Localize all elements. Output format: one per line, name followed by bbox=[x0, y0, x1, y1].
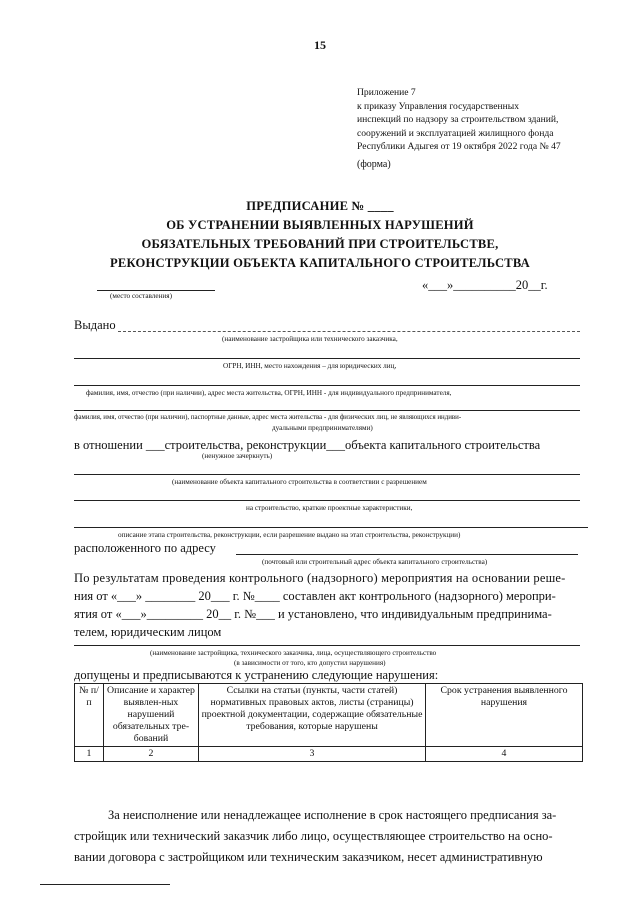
title-line: ПРЕДПИСАНИЕ № ____ bbox=[246, 199, 394, 213]
paragraph-line: вании договора с застройщиком или техническим заказчиком, несет административную bbox=[74, 850, 543, 864]
issued-field-3[interactable] bbox=[74, 385, 580, 386]
place-caption: (место составления) bbox=[110, 292, 172, 300]
issued-field-2[interactable] bbox=[74, 358, 580, 359]
title-line: ОБ УСТРАНЕНИИ ВЫЯВЛЕННЫХ НАРУШЕНИЙ bbox=[166, 218, 474, 232]
object-caption-2: на строительство, краткие проектные характеристики, bbox=[246, 504, 413, 512]
violator-field[interactable] bbox=[74, 645, 580, 646]
page-number: 15 bbox=[314, 38, 326, 52]
form-label: (форма) bbox=[357, 159, 391, 170]
results-line: телем, юридическим лицом bbox=[74, 625, 222, 639]
appendix-line: сооружений и эксплуатацией жилищного фонда bbox=[357, 127, 554, 139]
header-cell: Ссылки на статьи (пункты, части статей) нормативных правовых актов, листы (страницы) проектной документации, содержащие обязательные требования, которые нарушены bbox=[199, 684, 426, 747]
paragraph-line: За неисполнение или ненадлежащее исполнение в срок настоящего предписания за- bbox=[108, 808, 557, 822]
document-title bbox=[0, 197, 640, 273]
table-row bbox=[75, 747, 583, 762]
violator-caption-2: (в зависимости от того, кто допустил нарушения) bbox=[234, 659, 386, 667]
appendix-line: инспекций по надзору за строительством зданий, bbox=[357, 114, 559, 126]
issued-caption-2: ОГРН, ИНН, место нахождения – для юридических лиц, bbox=[223, 362, 397, 370]
appendix-line: Приложение 7 bbox=[357, 87, 416, 98]
object-field-3[interactable] bbox=[74, 527, 588, 528]
appendix-line: к приказу Управления государственных bbox=[357, 100, 520, 112]
address-caption: (почтовый или строительный адрес объекта капитального строительства) bbox=[262, 558, 488, 566]
number-cell: 3 bbox=[199, 747, 426, 762]
results-line: ятия от «___»_________ 20__ г. №___ и установлено, что индивидуальным предпринима- bbox=[74, 607, 552, 621]
issued-caption-3: фамилия, имя, отчество (при наличии), адрес места жительства, ОГРН, ИНН - для индивидуального предпринимателя, bbox=[86, 389, 452, 397]
violator-caption: (наименование застройщика, технического заказчика, лица, осуществляющего строительство bbox=[150, 649, 437, 657]
object-caption: (наименование объекта капитального строительства в соответствии с разрешением bbox=[172, 478, 427, 486]
issued-caption: (наименование застройщика или технического заказчика, bbox=[222, 335, 398, 343]
header-cell: Описание и характер выявлен-ных нарушений обязательных тре-бований bbox=[104, 684, 199, 747]
object-field-2[interactable] bbox=[74, 500, 580, 501]
issued-caption-4: фамилия, имя, отчество (при наличии), паспортные данные, адрес места жительства - для физических лиц, не являющихся индиви- bbox=[74, 414, 462, 421]
bottom-paragraph bbox=[74, 805, 584, 868]
title-line: ОБЯЗАТЕЛЬНЫХ ТРЕБОВАНИЙ ПРИ СТРОИТЕЛЬСТВЕ, bbox=[141, 237, 499, 251]
issued-label: Выдано bbox=[74, 318, 116, 332]
paragraph-line: стройщик или технический заказчик либо лицо, осуществляющее строительство на осно- bbox=[74, 829, 553, 843]
number-cell: 4 bbox=[426, 747, 583, 762]
footnote-divider bbox=[40, 884, 170, 885]
place-field[interactable] bbox=[97, 290, 215, 291]
appendix-block bbox=[357, 86, 627, 154]
title-line: РЕКОНСТРУКЦИИ ОБЪЕКТА КАПИТАЛЬНОГО СТРОИТЕЛЬСТВА bbox=[110, 256, 530, 270]
violations-intro: допущены и предписываются к устранению следующие нарушения: bbox=[74, 668, 439, 682]
results-line: ния от «___» ________ 20___ г. №____ составлен акт контрольного (надзорного) меропри- bbox=[74, 589, 556, 603]
appendix-line: Республики Адыгея от 19 октября 2022 года № 47 bbox=[357, 141, 561, 153]
table-header-row bbox=[75, 684, 583, 747]
violations-table bbox=[74, 683, 583, 762]
address-field[interactable] bbox=[236, 554, 578, 555]
number-cell: 2 bbox=[104, 747, 199, 762]
address-label: расположенного по адресу bbox=[74, 541, 216, 555]
issued-field-4[interactable] bbox=[74, 410, 580, 411]
regarding-caption: (ненужное зачеркнуть) bbox=[202, 452, 273, 460]
issued-field[interactable] bbox=[118, 331, 580, 332]
header-cell: Срок устранения выявленного нарушения bbox=[426, 684, 583, 747]
results-line: По результатам проведения контрольного (надзорного) мероприятия на основании реше- bbox=[74, 571, 566, 585]
object-caption-3: описание этапа строительства, реконструкции, если разрешение выдано на этап строительства, реконструкции) bbox=[118, 531, 461, 539]
object-field[interactable] bbox=[74, 474, 580, 475]
date-field[interactable]: «___»__________20__г. bbox=[422, 278, 548, 292]
header-cell: № п/п bbox=[75, 684, 104, 747]
regarding-text: в отношении ___строительства, реконструкции___объекта капитального строительства bbox=[74, 438, 541, 452]
number-cell: 1 bbox=[75, 747, 104, 762]
issued-caption-5: дуальными предпринимателями) bbox=[272, 424, 373, 432]
